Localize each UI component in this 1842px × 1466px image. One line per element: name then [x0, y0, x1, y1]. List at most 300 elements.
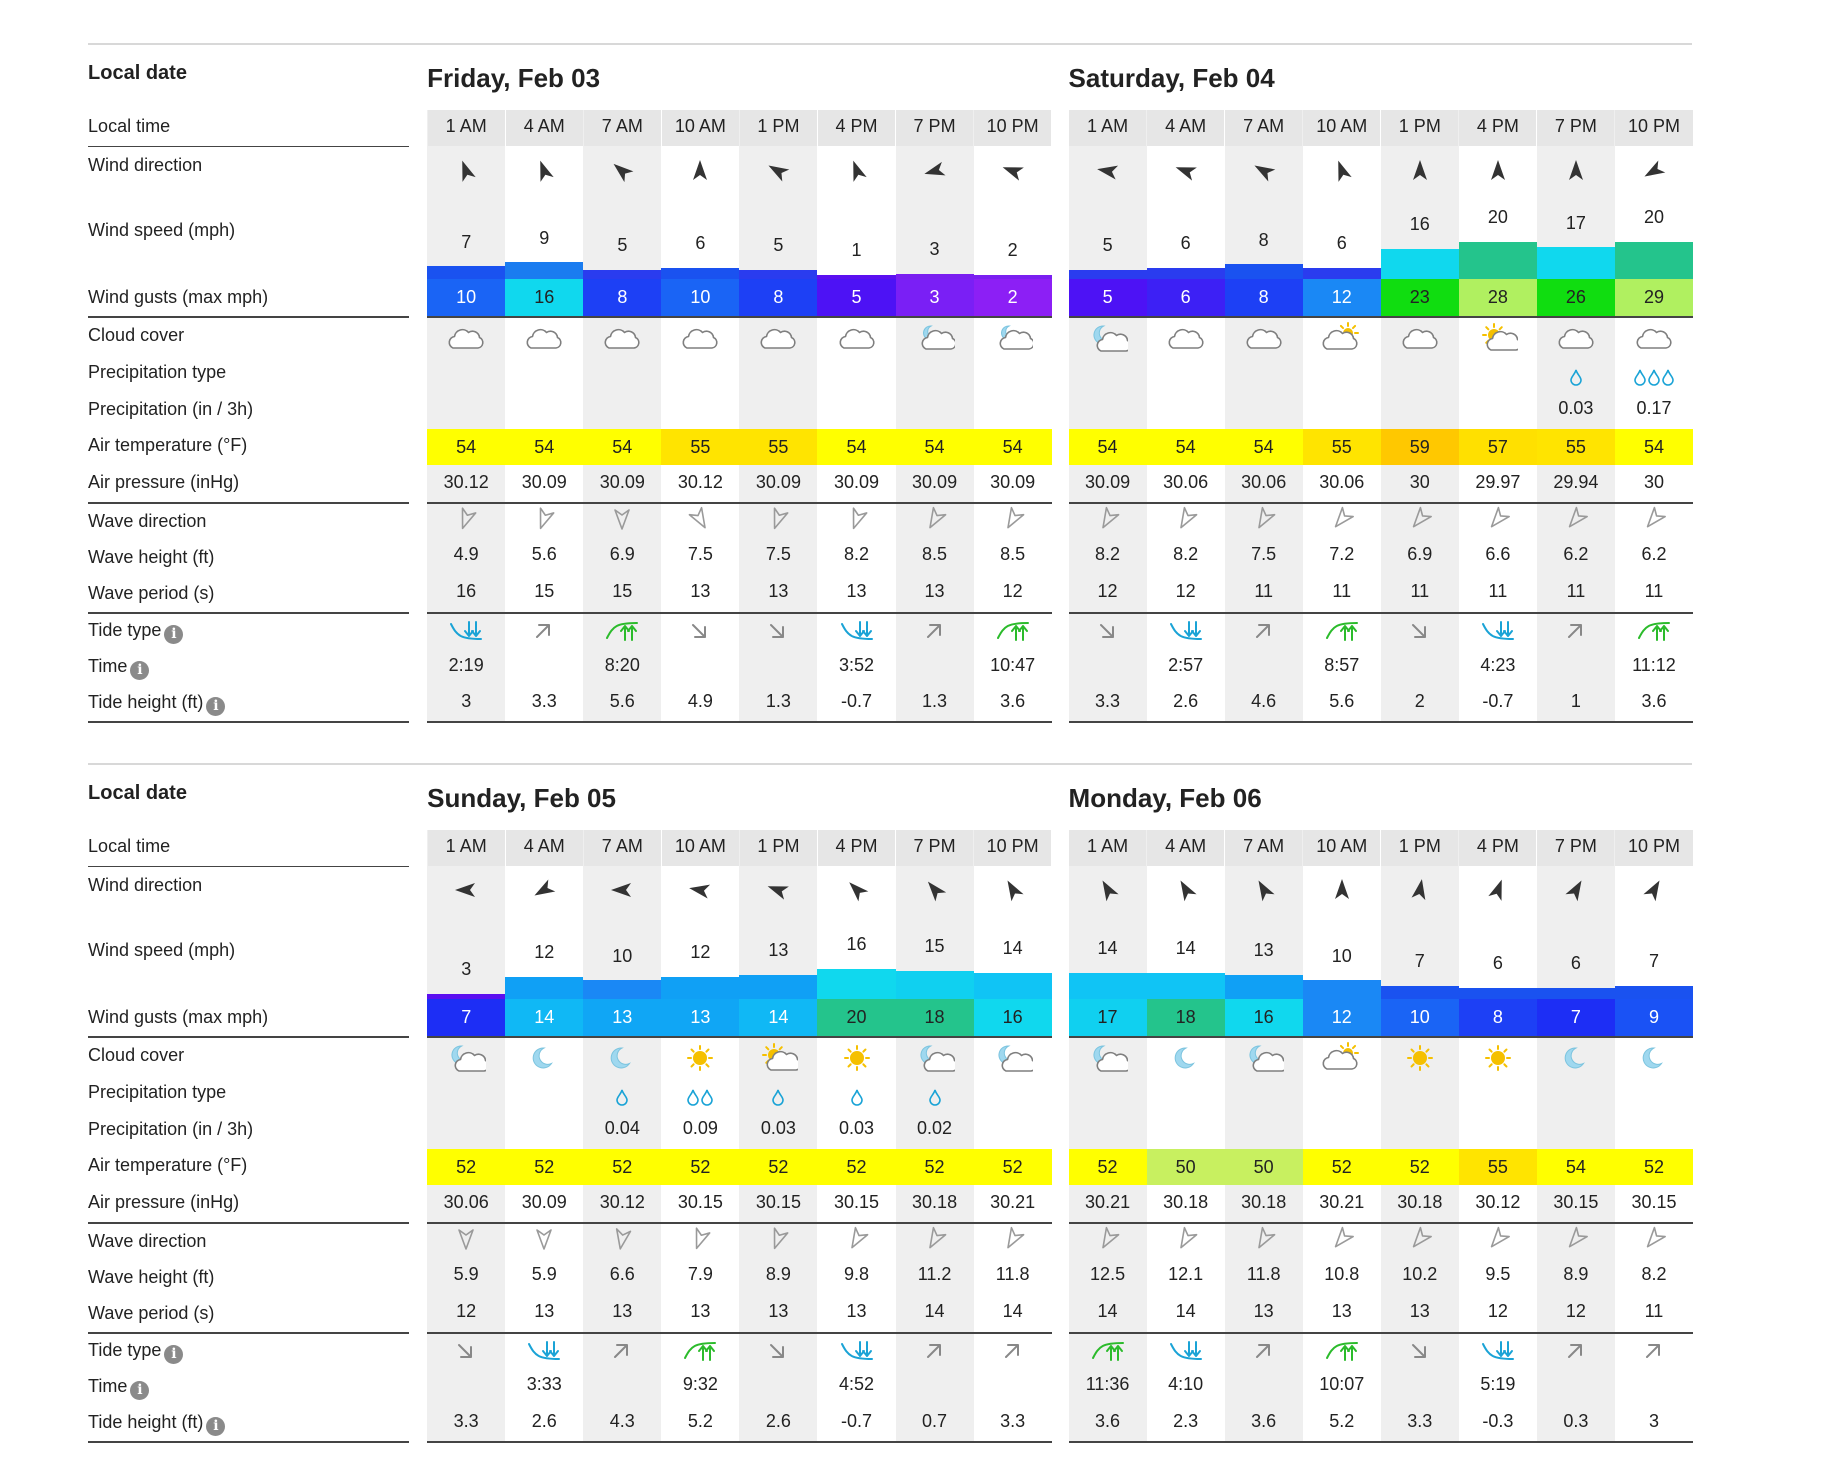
wind-speed-value: 15	[924, 936, 945, 957]
time-label: 1 AM	[1087, 115, 1129, 136]
wave-height-value: 12.1	[1168, 1264, 1204, 1285]
section-divider	[88, 763, 1692, 765]
air-pressure-value: 30.21	[990, 1192, 1036, 1213]
air-temperature-value: 52	[896, 1149, 974, 1186]
wind-gust-value: 12	[1303, 279, 1381, 316]
wind-speed-value: 2	[1007, 240, 1018, 261]
wind-direction-arrow-icon	[1484, 157, 1512, 185]
wind-speed-value: 8	[1258, 229, 1269, 250]
tide-high-icon	[1091, 1340, 1125, 1362]
wave-direction-arrow-icon	[453, 1226, 479, 1252]
wind-speed-value: 6	[695, 233, 706, 254]
wind-speed-value: 20	[1643, 206, 1664, 227]
wind-speed-bar	[817, 969, 895, 999]
tide-time-value: 2:19	[448, 654, 484, 675]
tide-low-icon	[527, 1340, 561, 1362]
time-label: 10 AM	[674, 835, 726, 856]
wind-gust-value: 8	[583, 279, 661, 316]
wave-height-value: 7.5	[687, 544, 713, 565]
wave-direction-arrow-icon	[1641, 506, 1667, 532]
air-pressure-value: 30.09	[833, 472, 880, 493]
air-temperature-value: 55	[739, 429, 817, 466]
tide-rise-icon	[918, 1340, 952, 1362]
cloud-cover-icon	[1244, 1042, 1284, 1076]
time-label: 4 PM	[1476, 115, 1519, 136]
wind-gust-value: 5	[1069, 279, 1147, 316]
wave-direction-arrow-icon	[1407, 1226, 1433, 1252]
wave-direction-arrow-icon	[922, 1226, 948, 1252]
wind-gust-value: 23	[1381, 279, 1459, 316]
wave-period-value: 13	[768, 1301, 789, 1322]
wave-direction-arrow-icon	[765, 1226, 791, 1252]
tide-height-value: 3.3	[1000, 1411, 1026, 1432]
air-temperature-value: 54	[1615, 429, 1693, 466]
wave-height-value: 5.6	[531, 544, 557, 565]
air-pressure-value: 30.09	[990, 472, 1036, 493]
wave-height-value: 9.5	[1485, 1264, 1511, 1285]
air-temperature-value: 52	[427, 1149, 505, 1186]
air-temperature-value: 50	[1225, 1149, 1303, 1186]
precipitation-drop-icon	[613, 1087, 631, 1107]
tide-time-value: 8:20	[604, 654, 640, 675]
time-label: 4 AM	[1165, 115, 1207, 136]
wind-speed-value: 3	[929, 239, 940, 260]
label-text: Precipitation (in / 3h)	[88, 398, 254, 419]
air-pressure-value: 30.09	[912, 472, 958, 493]
wind-speed-value: 12	[690, 942, 711, 963]
tide-time-value: 3:33	[526, 1374, 562, 1395]
wind-gust-value: 7	[427, 999, 505, 1036]
label-text: Wave height (ft)	[88, 546, 215, 567]
info-icon[interactable]: i	[130, 661, 149, 680]
air-pressure-value: 30.06	[443, 1192, 489, 1213]
tide-time-value: 11:12	[1632, 654, 1676, 675]
wind-direction-arrow-icon	[452, 876, 480, 904]
time-label: 4 AM	[1165, 835, 1207, 856]
wind-direction-arrow-icon	[1406, 157, 1434, 185]
info-icon[interactable]: i	[130, 1381, 149, 1400]
label-wind-speed	[88, 220, 235, 241]
tide-height-value: 3.3	[453, 1411, 479, 1432]
wave-period-value: 12	[1097, 581, 1118, 602]
tide-low-icon	[1481, 1340, 1515, 1362]
label-tide-type	[88, 1340, 183, 1364]
wave-direction-arrow-icon	[765, 506, 791, 532]
air-temperature-value: 52	[1303, 1149, 1381, 1186]
tide-time-value: 5:19	[1480, 1374, 1516, 1395]
wave-direction-arrow-icon	[844, 506, 870, 532]
wave-period-value: 13	[1331, 1301, 1352, 1322]
tide-time-value: 4:52	[838, 1374, 875, 1395]
label-text: Wave direction	[88, 511, 207, 532]
cloud-cover-icon	[602, 322, 642, 356]
wave-period-value: 12	[456, 1301, 477, 1322]
label-wave-height	[88, 1267, 214, 1288]
tide-height-value: -0.7	[840, 1411, 872, 1432]
tide-fall-icon	[449, 1340, 483, 1362]
time-label: 4 PM	[835, 835, 878, 856]
wind-speed-bar	[661, 977, 739, 1000]
air-pressure-value: 29.97	[1475, 472, 1521, 493]
label-tide-type	[88, 620, 183, 644]
wind-direction-arrow-icon	[1250, 157, 1278, 185]
day-title: Saturday, Feb 04	[1068, 63, 1275, 94]
air-pressure-value: 30.12	[1475, 1192, 1521, 1213]
wind-speed-bar	[1615, 986, 1693, 999]
column-separator	[427, 316, 1051, 318]
tide-high-icon	[1325, 620, 1359, 642]
column-separator	[1069, 1222, 1693, 1224]
wave-direction-arrow-icon	[1563, 1226, 1589, 1252]
tide-height-value: 3.6	[1000, 691, 1026, 712]
label-local-time	[88, 836, 170, 857]
day-title: Monday, Feb 06	[1068, 783, 1262, 814]
info-icon[interactable]: i	[206, 697, 225, 716]
wind-gust-value: 12	[1303, 999, 1381, 1036]
cloud-cover-icon	[1556, 322, 1596, 356]
label-text: Local time	[88, 115, 171, 136]
wave-height-value: 8.5	[922, 544, 948, 565]
wave-direction-arrow-icon	[1000, 1226, 1026, 1252]
label-text: Precipitation (in / 3h)	[88, 1118, 254, 1139]
wave-height-value: 8.9	[1563, 1264, 1589, 1285]
wind-gust-value: 14	[505, 999, 583, 1036]
label-text: Wave direction	[88, 1231, 207, 1252]
wave-height-value: 6.9	[1407, 544, 1433, 565]
time-label: 1 PM	[1398, 835, 1441, 856]
tide-height-value: -0.3	[1482, 1411, 1514, 1432]
wind-direction-arrow-icon	[921, 157, 949, 185]
tide-high-icon	[996, 620, 1030, 642]
air-pressure-value: 30	[1643, 472, 1664, 493]
tide-height-value: 2.6	[1173, 691, 1199, 712]
wave-height-value: 8.2	[843, 544, 869, 565]
wind-gust-value: 7	[1537, 999, 1615, 1036]
wind-speed-value: 13	[1253, 940, 1274, 961]
air-pressure-value: 30.09	[755, 472, 801, 493]
air-temperature-value: 54	[505, 429, 583, 466]
air-pressure-value: 30.18	[1397, 1192, 1443, 1213]
air-pressure-value: 30.09	[521, 1192, 567, 1213]
tide-height-value: -0.7	[840, 691, 872, 712]
wind-speed-bar	[661, 268, 739, 279]
wind-speed-value: 10	[1331, 945, 1352, 966]
time-label: 7 PM	[1554, 835, 1597, 856]
time-label: 7 PM	[1554, 115, 1597, 136]
tide-low-icon	[1169, 1340, 1203, 1362]
air-pressure-value: 30.09	[521, 472, 567, 493]
tide-height-value: 3.6	[1095, 1411, 1121, 1432]
tide-rise-icon	[996, 1340, 1030, 1362]
wind-gust-value: 2	[974, 279, 1052, 316]
wave-period-value: 11	[1644, 581, 1664, 602]
label-text: Air pressure (inHg)	[88, 472, 240, 493]
cloud-cover-icon	[1244, 322, 1284, 356]
air-pressure-value: 30.09	[599, 472, 645, 493]
label-separator	[88, 1332, 409, 1334]
air-temperature-value: 52	[505, 1149, 583, 1186]
day-title: Friday, Feb 03	[427, 63, 601, 94]
cloud-cover-icon	[1400, 322, 1440, 356]
label-wind-speed	[88, 940, 235, 961]
cloud-cover-icon	[1322, 322, 1362, 356]
wind-speed-bar	[1537, 247, 1615, 279]
tide-high-icon	[683, 1340, 717, 1362]
tide-height-value: 3.3	[1407, 1411, 1433, 1432]
wave-height-value: 8.9	[765, 1264, 791, 1285]
air-pressure-value: 29.94	[1553, 472, 1599, 493]
column-separator	[1069, 1036, 1693, 1038]
column-separator	[1069, 612, 1693, 614]
wind-speed-value: 6	[1336, 233, 1347, 254]
wind-direction-arrow-icon	[686, 876, 714, 904]
air-temperature-value: 54	[1537, 1149, 1615, 1186]
wind-speed-bar	[1069, 270, 1147, 279]
air-pressure-value: 30.18	[1241, 1192, 1287, 1213]
wave-direction-arrow-icon	[1329, 506, 1355, 532]
wind-gust-value: 3	[896, 279, 974, 316]
wave-height-value: 7.9	[687, 1264, 713, 1285]
wind-gust-value: 28	[1459, 279, 1537, 316]
wave-height-value: 6.9	[609, 544, 635, 565]
label-separator	[88, 502, 409, 504]
time-label: 1 PM	[757, 115, 800, 136]
air-temperature-value: 52	[817, 1149, 895, 1186]
wave-period-value: 12	[1002, 581, 1023, 602]
time-label: 4 AM	[523, 835, 565, 856]
cloud-cover-icon	[1166, 1042, 1206, 1076]
wave-period-value: 13	[924, 581, 945, 602]
air-pressure-value: 30.15	[677, 1192, 723, 1213]
air-temperature-value: 52	[1069, 1149, 1147, 1186]
cloud-cover-icon	[1400, 1042, 1440, 1076]
info-icon[interactable]: i	[164, 625, 183, 644]
air-temperature-value: 54	[896, 429, 974, 466]
column-separator	[427, 1332, 1051, 1334]
label-separator	[88, 721, 409, 723]
wind-direction-arrow-icon	[452, 157, 480, 185]
info-icon[interactable]: i	[164, 1345, 183, 1364]
tide-height-value: 3.3	[531, 691, 557, 712]
time-label: 10 PM	[986, 835, 1039, 856]
tide-time-value: 11:36	[1085, 1374, 1130, 1395]
wave-period-value: 13	[1409, 1301, 1430, 1322]
tide-high-icon	[1637, 620, 1671, 642]
tide-height-value: 5.2	[1329, 1411, 1355, 1432]
tide-time-value: 3:52	[838, 654, 875, 675]
tide-fall-icon	[761, 620, 795, 642]
tide-rise-icon	[527, 620, 561, 642]
cloud-cover-icon	[602, 1042, 642, 1076]
wind-speed-value: 10	[612, 945, 633, 966]
wind-gust-value: 8	[1225, 279, 1303, 316]
tide-time-value: 10:07	[1319, 1374, 1365, 1395]
label-text: Precipitation type	[88, 1081, 227, 1102]
label-local-date	[88, 782, 187, 805]
air-pressure-value: 30.12	[599, 1192, 645, 1213]
label-separator	[88, 1222, 409, 1224]
label-text: Air temperature (°F)	[88, 1155, 248, 1176]
tide-height-value: 1.3	[765, 691, 791, 712]
day-title: Sunday, Feb 05	[427, 783, 616, 814]
wind-speed-bar	[896, 971, 974, 999]
wave-height-value: 7.2	[1329, 544, 1355, 565]
time-label: 7 PM	[913, 835, 956, 856]
label-text: Precipitation type	[88, 362, 227, 382]
time-label: 7 AM	[601, 835, 643, 856]
column-separator	[1069, 316, 1693, 318]
wind-speed-value: 7	[1414, 951, 1425, 972]
wave-direction-arrow-icon	[687, 506, 713, 532]
wave-period-value: 11	[1644, 1301, 1664, 1322]
tide-height-value: 5.6	[1329, 691, 1355, 712]
wind-direction-arrow-icon	[1406, 876, 1434, 904]
air-temperature-value: 52	[661, 1149, 739, 1186]
air-pressure-value: 30.21	[1085, 1192, 1131, 1213]
time-label: 10 PM	[1627, 115, 1680, 136]
wind-direction-arrow-icon	[1172, 157, 1200, 185]
time-label: 10 AM	[1316, 115, 1368, 136]
air-temperature-value: 59	[1381, 429, 1459, 466]
wave-direction-arrow-icon	[1251, 1226, 1277, 1252]
time-label: 4 PM	[1476, 835, 1519, 856]
label-cloud-cover	[88, 1045, 184, 1066]
wave-direction-arrow-icon	[687, 1226, 713, 1252]
time-label: 1 PM	[757, 835, 800, 856]
air-pressure-value: 30.18	[1163, 1192, 1209, 1213]
tide-height-value: -0.7	[1482, 691, 1514, 712]
wind-speed-value: 5	[1102, 235, 1113, 256]
wave-height-value: 6.6	[1485, 544, 1511, 565]
info-icon[interactable]: i	[206, 1417, 225, 1436]
cloud-cover-icon	[680, 1042, 720, 1076]
wave-period-value: 11	[1566, 581, 1586, 602]
column-separator	[427, 502, 1051, 504]
wave-period-value: 11	[1254, 581, 1274, 602]
cloud-cover-icon	[1634, 1042, 1674, 1076]
wave-period-value: 13	[534, 1301, 555, 1322]
wind-gust-value: 8	[739, 279, 817, 316]
wind-speed-value: 5	[617, 235, 628, 256]
tide-fall-icon	[683, 620, 717, 642]
cloud-cover-icon	[758, 322, 798, 356]
air-temperature-value: 55	[661, 429, 739, 466]
wave-period-value: 12	[1175, 581, 1196, 602]
air-temperature-value: 54	[427, 429, 505, 466]
label-wave-height	[88, 547, 214, 568]
wind-direction-arrow-icon	[999, 157, 1027, 185]
tide-high-icon	[1325, 1340, 1359, 1362]
label-text: Wave period (s)	[88, 583, 215, 604]
cloud-cover-icon	[1478, 322, 1518, 356]
air-temperature-value: 54	[974, 429, 1052, 466]
wave-direction-arrow-icon	[1173, 1226, 1199, 1252]
tide-time-value: 2:57	[1168, 654, 1204, 675]
tide-height-value: 3.6	[1641, 691, 1667, 712]
wind-gust-value: 8	[1459, 999, 1537, 1036]
wave-height-value: 6.2	[1641, 544, 1667, 565]
cloud-cover-icon	[524, 322, 564, 356]
column-separator	[427, 1222, 1051, 1224]
wind-speed-value: 14	[1002, 938, 1023, 959]
tide-fall-icon	[1403, 1340, 1437, 1362]
tide-low-icon	[449, 620, 483, 642]
label-precip-amount	[88, 399, 253, 420]
label-tide-time	[88, 1376, 149, 1400]
time-label: 1 PM	[1398, 115, 1441, 136]
air-pressure-value: 30	[1409, 472, 1430, 493]
wind-speed-value: 20	[1487, 206, 1508, 227]
column-separator	[1069, 1332, 1693, 1334]
wave-direction-arrow-icon	[844, 1226, 870, 1252]
label-wave-period	[88, 1303, 214, 1324]
air-temperature-value: 52	[974, 1149, 1052, 1186]
label-air-pressure	[88, 1192, 239, 1213]
label-air-temp	[88, 1155, 247, 1176]
wind-speed-bar	[1147, 268, 1225, 279]
tide-height-value: 3	[461, 691, 472, 712]
tide-fall-icon	[761, 1340, 795, 1362]
label-text: Cloud cover	[88, 325, 185, 346]
air-temperature-value: 52	[1381, 1149, 1459, 1186]
cloud-cover-icon	[993, 322, 1033, 356]
air-temperature-value: 52	[1615, 1149, 1693, 1186]
wave-period-value: 11	[1332, 581, 1352, 602]
column-separator	[427, 1441, 1051, 1443]
tide-height-value: 0.3	[1563, 1411, 1589, 1432]
wave-height-value: 6.2	[1563, 544, 1589, 565]
time-label: 10 PM	[986, 115, 1039, 136]
tide-rise-icon	[605, 1340, 639, 1362]
label-wave-direction	[88, 511, 206, 532]
time-label: 10 AM	[1316, 835, 1368, 856]
cloud-cover-icon	[915, 322, 955, 356]
time-label: 10 PM	[1627, 835, 1680, 856]
wind-speed-value: 9	[539, 227, 550, 248]
wind-speed-bar	[1381, 986, 1459, 999]
wave-direction-arrow-icon	[1407, 506, 1433, 532]
wind-gust-value: 29	[1615, 279, 1693, 316]
precipitation-amount: 0.17	[1636, 397, 1672, 418]
label-text: Wind speed (mph)	[88, 939, 236, 960]
wind-gust-value: 16	[974, 999, 1052, 1036]
wave-direction-arrow-icon	[609, 1226, 635, 1252]
precipitation-drop-icon	[1567, 367, 1585, 387]
wind-speed-value: 14	[1175, 938, 1196, 959]
wave-period-value: 12	[1487, 1301, 1508, 1322]
wind-speed-value: 5	[773, 235, 784, 256]
wind-direction-arrow-icon	[608, 157, 636, 185]
wave-period-value: 12	[1565, 1301, 1586, 1322]
wind-direction-arrow-icon	[843, 157, 871, 185]
label-text: Cloud cover	[88, 1045, 185, 1066]
air-temperature-value: 54	[583, 429, 661, 466]
wave-period-value: 14	[1002, 1301, 1023, 1322]
wave-direction-arrow-icon	[1173, 506, 1199, 532]
wind-speed-bar	[583, 980, 661, 999]
label-text: Air temperature (°F)	[88, 435, 248, 456]
wave-direction-arrow-icon	[1329, 1226, 1355, 1252]
wind-direction-arrow-icon	[1484, 876, 1512, 904]
time-label: 7 PM	[913, 115, 956, 136]
tide-fall-icon	[1403, 620, 1437, 642]
wave-period-value: 14	[1175, 1301, 1196, 1322]
label-text: Local date	[88, 782, 187, 805]
wave-height-value: 8.2	[1641, 1264, 1667, 1285]
air-pressure-value: 30.06	[1319, 472, 1365, 493]
time-label: 1 AM	[445, 115, 487, 136]
time-label: 4 AM	[523, 115, 565, 136]
